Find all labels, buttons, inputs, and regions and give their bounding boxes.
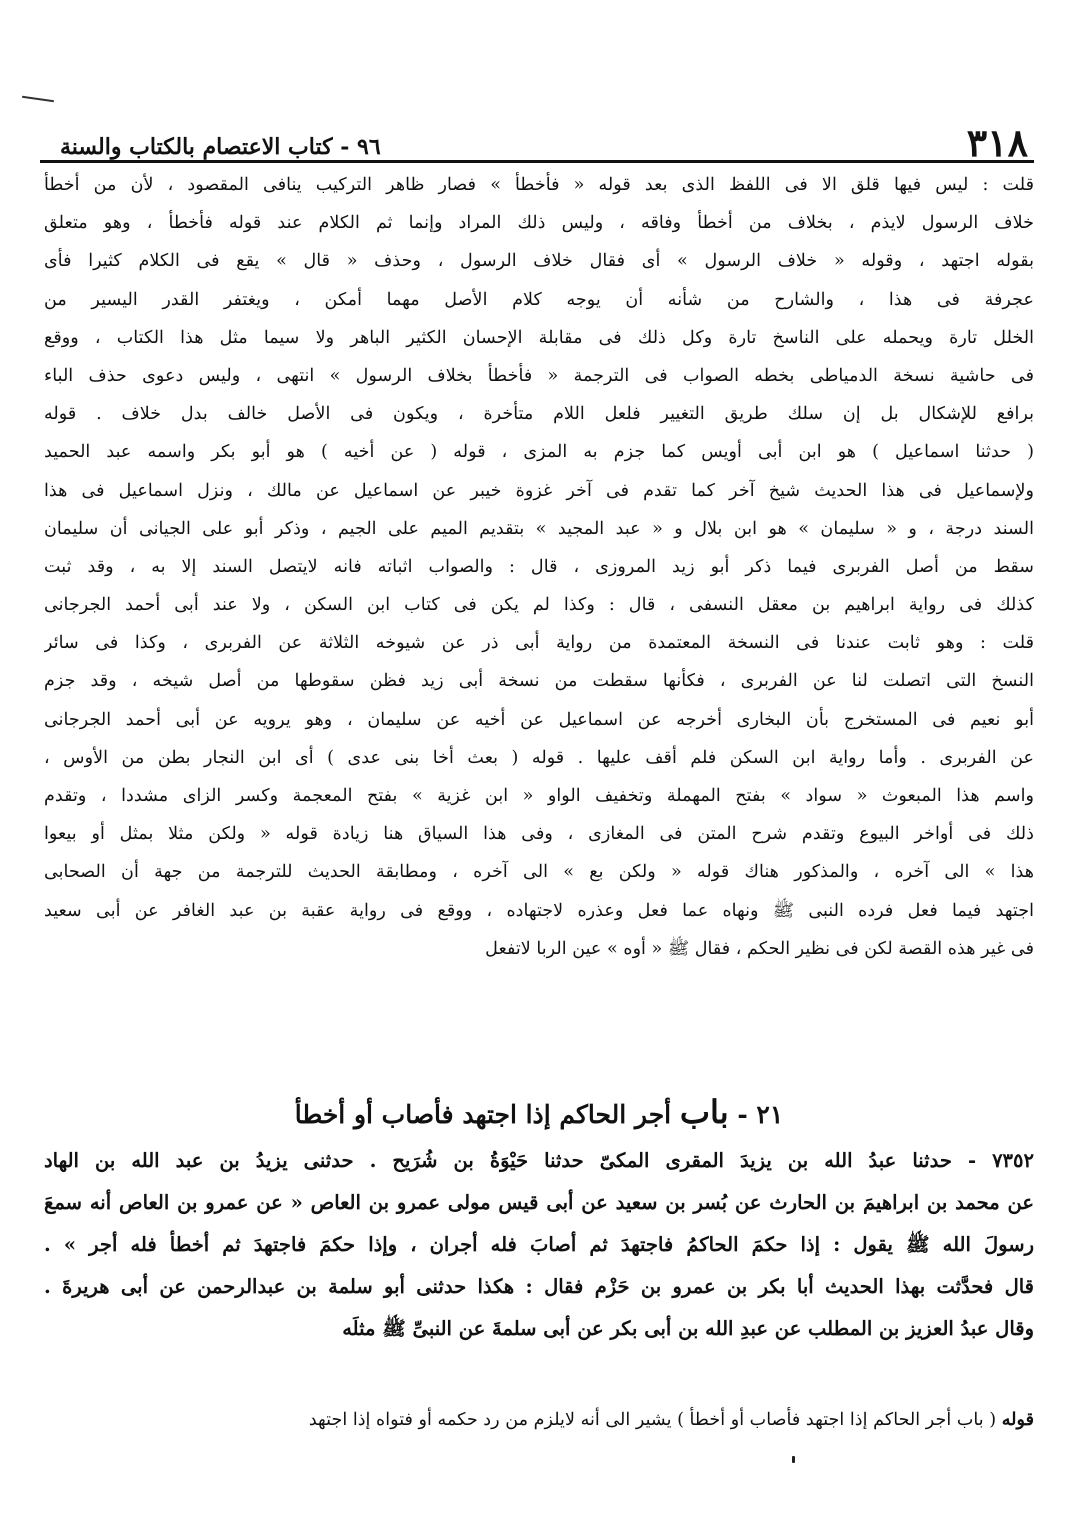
commentary-line: هذا » الى آخره ، والمذكور هناك قوله « ولكن بع » الى آخره ، ومطابقة الحديث للترجمة من جهة أن الصحابى — [44, 862, 1034, 883]
commentary-line: فى غير هذه القصة لكن فى نظير الحكم ، فقال ﷺ « أوه » عين الربا لاتفعل — [485, 938, 1034, 959]
commentary-line: أبو نعيم فى المستخرج بأن البخارى أخرجه عن اسماعيل عن أخيه عن سليمان ، وهو يرويه عن أبى أحمد الجرجانى — [44, 709, 1034, 730]
hadith-block — [44, 1140, 1034, 1350]
commentary-line: كذلك فى رواية ابراهيم بن معقل النسفى ، قال : وكذا لم يكن فى كتاب ابن السكن ، ولا عند أبى أحمد الجرجانى — [44, 595, 1034, 616]
commentary-line: عن الفربرى . وأما رواية ابن السكن فلم أقف عليها . قوله ( بعث أخا بنى عدى ) أى ابن النجار بطن من الأوس ، — [44, 747, 1034, 768]
page-header — [44, 108, 1034, 165]
hadith-line — [44, 1140, 1034, 1182]
commentary-line: خلاف الرسول لايذم ، بخلاف من أخطأ وفاقه ، وليس ذلك المراد وإنما ثم الكلام عند قوله فأخطأ ، وهو متعلق — [44, 213, 1034, 234]
commentary-line: السند درجة ، و « سليمان » هو ابن بلال و « عبد المجيد » بتقديم الميم على الجيم ، وذكر أبو على الجيانى أن سليمان — [44, 518, 1034, 539]
commentary-line: قلت : ليس فيها قلق الا فى اللفظ الذى بعد قوله « فأخطأ » فصار ظاهر التركيب ينافى المقصود ، لأن من أخطأ — [44, 175, 1034, 195]
final-commentary — [44, 1400, 1034, 1440]
hadith-number: ٧٣٥٢ - — [967, 1149, 1034, 1172]
chapter-number: ٢١ - — [737, 1100, 784, 1129]
hadith-line: قال فحدَّثت بهذا الحديث أبا بكر بن عمرو بن حَزْم فقال : هكذا حدثنى أبو سلمة بن عبدالرحمن عن أبى هريرةَ . — [44, 1275, 1034, 1298]
commentary-line: عجرفة فى هذا ، والشارح من شأنه أن يوجه كلام الأصل مهما أمكن ، ويغتفر القدر اليسير من — [44, 289, 1034, 310]
header-rule — [40, 160, 1034, 163]
hadith-line: رسولَ الله ﷺ يقول : إذا حكمَ الحاكمُ فاجتهدَ ثم أصابَ فله أجران ، وإذا حكمَ فاجتهدَ ثم أخطأ فله أجر » . — [44, 1233, 1034, 1256]
commentary-line: بقوله اجتهد ، وقوله « خلاف الرسول » أى فقال خلاف الرسول ، وحذف « قال » يقع فى الكلام كثيرا فأى — [44, 251, 1034, 272]
commentary-line: النسخ التى اتصلت لنا عن الفربرى ، فكأنها سقطت من نسخة أبى زيد فظن سقوطها من أصل شيخه ، وقد جزم — [44, 671, 1034, 692]
hadith-line: عن محمد بن ابراهيمَ بن الحارث عن بُسر بن سعيد عن أبى قيس مولى عمرو بن العاص « عن عمرو بن العاص أنه سمعَ — [44, 1191, 1034, 1214]
commentary-line: فى حاشية نسخة الدمياطى بخطه الصواب فى الترجمة « فأخطأ بخلاف الرسول » انتهى ، وليس دعوى حذف الباء — [44, 365, 1034, 386]
final-commentary-text: ( باب أجر الحاكم إذا اجتهد فأصاب أو أخطأ ) يشير الى أنه لايلزم من رد حكمه أو فتواه إذا اجتهد — [308, 1410, 1002, 1430]
margin-mark — [22, 96, 54, 102]
commentary-line: ذلك فى أواخر البيوع وتقدم شرح المتن فى المغازى ، وفى هذا السياق هنا زيادة قوله « ولكن مثلا بمثل أو بيعوا — [44, 824, 1034, 845]
ink-dot — [792, 1456, 795, 1463]
chapter-title: أجر الحاكم إذا اجتهد فأصاب أو أخطأ — [294, 1100, 672, 1129]
qawluhu-marker: قوله — [1001, 1409, 1034, 1430]
hadith-line: وقال عبدُ العزيز بن المطلب عن عبدِ الله بن أبى بكر عن أبى سلمةَ عن النبىِّ ﷺ مثلَه — [342, 1317, 1034, 1340]
commentary-line: اجتهد فيما فعل فرده النبى ﷺ ونهاه عما فعل وعذره لاجتهاده ، ووقع فى رواية عقبة بن عبد الغافر عن أبى سعيد — [44, 900, 1034, 921]
commentary-line: قلت : وهو ثابت عندنا فى النسخة المعتمدة من رواية أبى ذر عن شيوخه الثلاثة عن الفربرى ، وكذا فى سائر — [44, 633, 1034, 654]
commentary-block — [44, 166, 1034, 968]
chapter-heading — [44, 1084, 1034, 1140]
commentary-line: برافع للإشكال بل إن سلك طريق التغيير فلعل اللام متأخرة ، ويكون فى الأصل خالف بدل خلاف . قوله — [44, 404, 1034, 425]
hadith-text: عبدُ الله بن يزيدَ المقرى المكىّ حدثنا حَيْوَةُ بن شُرَيح . حدثنى يزيدُ بن عبد الله بن الهاد — [44, 1149, 897, 1172]
commentary-line: ( حدثنا اسماعيل ) هو ابن أبى أويس كما جزم به المزى ، قوله ( عن أخيه ) هو أبو بكر واسمه عبد الحميد — [44, 442, 1034, 463]
final-commentary-line — [44, 1400, 1034, 1440]
commentary-line: واسم هذا المبعوث « سواد » بفتح المهملة وتخفيف الواو « ابن غزية » بفتح المعجمة وكسر الزاى مشددا ، وتقدم — [44, 786, 1034, 806]
chapter-label: باب — [679, 1093, 729, 1131]
page-number: ٣١٨ — [966, 120, 1028, 165]
hadith-opening: حدثنا — [912, 1149, 952, 1172]
commentary-line: ولإسماعيل فى هذا الحديث شيخ آخر كما تقدم فى آخر غزوة خيبر عن اسماعيل عن مالك ، ونزل اسماعيل فى هذا — [44, 480, 1034, 501]
running-title: ٩٦ - كتاب الاعتصام بالكتاب والسنة — [60, 134, 381, 160]
commentary-line: سقط من أصل الفربرى فيما ذكر أبو زيد المروزى ، قال : والصواب اثباته فانه لايتصل السند إلا به ، وقد ثبت — [44, 556, 1034, 577]
commentary-line: الخلل تارة ويحمله على الناسخ تارة وكل ذلك فى مقابلة الإحسان الكثير الباهر ولا سيما مثل هذا الكتاب ، ووقع — [44, 327, 1034, 348]
